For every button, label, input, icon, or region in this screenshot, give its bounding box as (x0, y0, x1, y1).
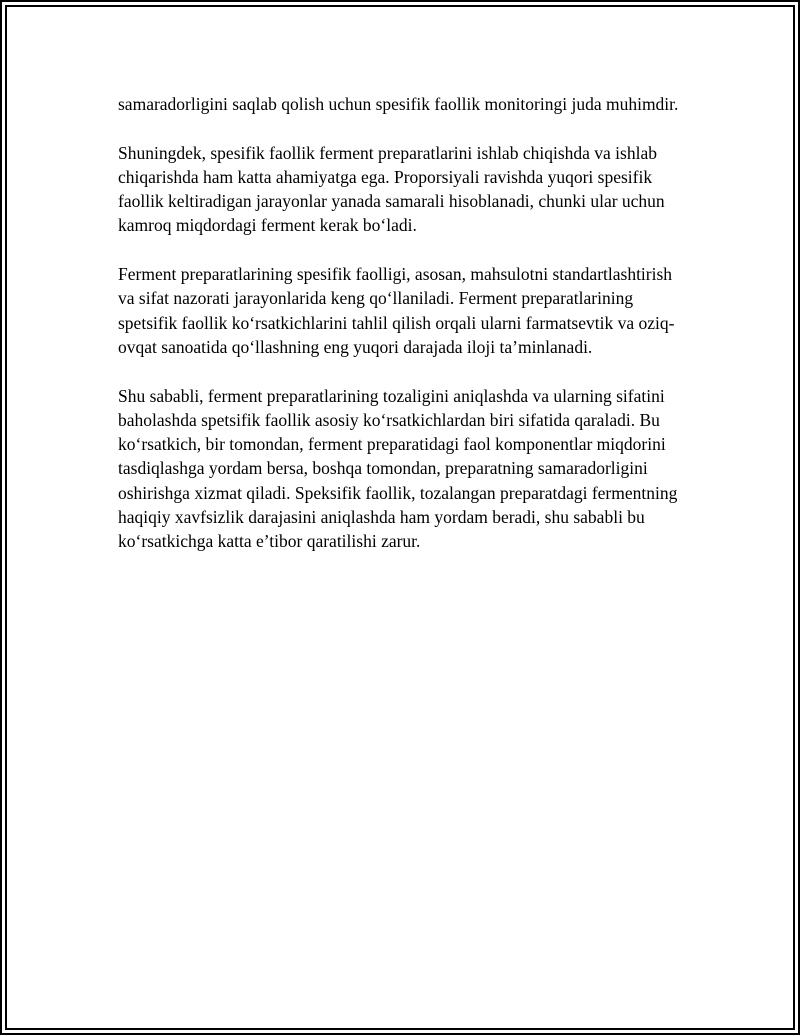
document-body (118, 92, 688, 578)
paragraph-4: Shu sababli, ferment preparatlarining tozaligini aniqlashda va ularning sifatini baholashda spetsifik faollik asosiy ko‘rsatkichlardan biri sifatida qaraladi. Bu ko‘rsatkich, bir tomondan, ferment preparatidagi faol komponentlar miqdorini tasdiqlashga yordam bersa, boshqa tomondan, preparatning samaradorligini oshirishga xizmat qiladi. Speksifik faollik, tozalangan preparatdagi fermentning haqiqiy xavfsizlik darajasini aniqlashda ham yordam beradi, shu sababli bu ko‘rsatkichga katta e’tibor qaratilishi zarur. (118, 385, 678, 552)
paragraph-2: Shuningdek, spesifik faollik ferment preparatlarini ishlab chiqishda va ishlab chiqarishda ham katta ahamiyatga ega. Proporsiyali ravishda yuqori spesifik faollik keltiradigan jarayonlar yanada samarali hisoblanadi, chunki ular uchun kamroq miqdordagi ferment kerak bo‘ladi. (118, 142, 665, 236)
paragraph-3: Ferment preparatlarining spesifik faolligi, asosan, mahsulotni standartlashtirish va sifat nazorati jarayonlarida keng qo‘llaniladi. Ferment preparatlarining spetsifik faollik ko‘rsatkichlarini tahlil qilish orqali ularni farmatsevtik va oziq-ovqat sanoatida qo‘llashning eng yuqori darajada iloji ta’minlanadi. (118, 264, 675, 357)
paragraph-1: samaradorligini saqlab qolish uchun spesifik faollik monitoringi juda muhimdir. (118, 94, 679, 114)
